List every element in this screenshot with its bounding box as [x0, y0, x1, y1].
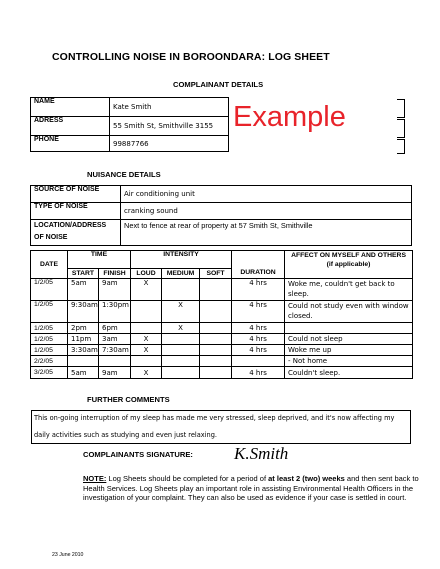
table-row — [31, 323, 413, 334]
bracket-mark — [397, 99, 405, 118]
row-finish: 1:30pm — [99, 301, 131, 323]
time-header: TIME — [68, 251, 131, 269]
location-label — [31, 220, 121, 246]
note-paragraph — [83, 474, 423, 503]
table-row — [31, 356, 413, 367]
comments-heading: FURTHER COMMENTS — [87, 395, 170, 404]
row-date: 1/2/05 — [31, 323, 68, 334]
row-soft-mark — [200, 345, 232, 356]
row-finish: 6pm — [99, 323, 131, 334]
nuisance-row-source — [31, 186, 412, 203]
row-duration: 4 hrs — [232, 367, 285, 379]
nuisance-table — [30, 185, 412, 246]
row-start: 3:30am — [68, 345, 99, 356]
row-finish — [99, 356, 131, 367]
complainant-row-address — [31, 117, 229, 136]
address-value: 55 Smith St, Smithville 3155 — [110, 117, 229, 136]
affect-header: AFFECT ON MYSELF AND OTHERS (if applicable) — [285, 251, 413, 279]
row-affect: - Not home — [285, 356, 413, 367]
row-affect: Woke me up — [285, 345, 413, 356]
row-start: 9:30am — [68, 301, 99, 323]
row-duration: 4 hrs — [232, 301, 285, 323]
row-soft-mark — [200, 367, 232, 379]
row-date: 1/2/05 — [31, 301, 68, 323]
comments-line-2: daily activities such as studying and even just relaxing. — [34, 431, 217, 439]
note-text-1: Log Sheets should be completed for a period of — [106, 474, 269, 483]
bracket-mark — [397, 119, 405, 138]
row-medium-mark — [162, 356, 200, 367]
row-soft-mark — [200, 323, 232, 334]
footer-date: 23 June 2010 — [52, 552, 84, 558]
row-date: 1/2/05 — [31, 279, 68, 301]
example-watermark: Example — [233, 101, 346, 133]
loud-header: LOUD — [131, 269, 162, 279]
noise-log-table — [30, 250, 413, 379]
row-finish: 9am — [99, 367, 131, 379]
intensity-header: INTENSITY — [131, 251, 232, 269]
row-soft-mark — [200, 279, 232, 301]
nuisance-row-type — [31, 203, 412, 220]
row-duration — [232, 356, 285, 367]
row-medium-mark — [162, 367, 200, 379]
type-label: TYPE OF NOISE — [31, 203, 121, 220]
table-row — [31, 367, 413, 379]
row-duration: 4 hrs — [232, 345, 285, 356]
row-date: 2/2/05 — [31, 356, 68, 367]
date-header: DATE — [31, 251, 68, 279]
row-date: 1/2/05 — [31, 334, 68, 345]
row-duration: 4 hrs — [232, 279, 285, 301]
address-label: ADRESS — [31, 117, 110, 136]
row-finish: 9am — [99, 279, 131, 301]
note-label: NOTE: — [83, 474, 107, 483]
row-finish: 3am — [99, 334, 131, 345]
row-medium-mark: X — [162, 323, 200, 334]
finish-header: FINISH — [99, 269, 131, 279]
row-loud-mark — [131, 356, 162, 367]
row-affect: Could not sleep — [285, 334, 413, 345]
row-duration: 4 hrs — [232, 334, 285, 345]
table-row — [31, 345, 413, 356]
complainant-row-phone — [31, 136, 229, 152]
row-loud-mark: X — [131, 367, 162, 379]
row-start: 11pm — [68, 334, 99, 345]
row-soft-mark — [200, 301, 232, 323]
soft-header: SOFT — [200, 269, 232, 279]
complainant-heading: COMPLAINANT DETAILS — [173, 80, 264, 89]
name-label: NAME — [31, 98, 110, 117]
row-finish: 7:30am — [99, 345, 131, 356]
location-label-line2: OF NOISE — [34, 234, 68, 241]
signature-name: K.Smith — [234, 444, 289, 463]
page-title: CONTROLLING NOISE IN BOROONDARA: LOG SHEET — [52, 51, 330, 63]
row-start: 2pm — [68, 323, 99, 334]
row-medium-mark — [162, 345, 200, 356]
duration-header: DURATION — [232, 251, 285, 279]
row-start: 5am — [68, 367, 99, 379]
log-header-row — [31, 251, 413, 269]
table-row — [31, 334, 413, 345]
signature-label: COMPLAINANTS SIGNATURE: — [83, 450, 193, 459]
row-medium-mark — [162, 279, 200, 301]
table-row — [31, 279, 413, 301]
row-start: 5am — [68, 279, 99, 301]
source-label: SOURCE OF NOISE — [31, 186, 121, 203]
comments-box — [31, 410, 411, 444]
note-text-2: and then sent back to Health Services. Log Sheets play an important role in assisting Environmental Health Officers in the investigation of your complaint. They can also be used as evidence if your case is settled in court. — [83, 474, 419, 502]
row-loud-mark: X — [131, 345, 162, 356]
row-affect: Could not study even with window closed. — [285, 301, 413, 323]
row-loud-mark: X — [131, 334, 162, 345]
source-value: Air conditioning unit — [121, 186, 412, 203]
row-loud-mark — [131, 323, 162, 334]
medium-header: MEDIUM — [162, 269, 200, 279]
complainant-row-name — [31, 98, 229, 117]
row-soft-mark — [200, 356, 232, 367]
phone-label: PHONE — [31, 136, 110, 152]
row-medium-mark: X — [162, 301, 200, 323]
location-label-line1: LOCATION/ADDRESS — [34, 222, 107, 229]
row-medium-mark — [162, 334, 200, 345]
start-header: START — [68, 269, 99, 279]
row-soft-mark — [200, 334, 232, 345]
row-affect: Woke me, couldn't get back to sleep. — [285, 279, 413, 301]
note-text-bold: at least 2 (two) weeks — [268, 474, 345, 483]
row-duration: 4 hrs — [232, 323, 285, 334]
type-value: cranking sound — [121, 203, 412, 220]
row-loud-mark — [131, 301, 162, 323]
table-row — [31, 301, 413, 323]
row-date: 1/2/05 — [31, 345, 68, 356]
row-affect: Couldn't sleep. — [285, 367, 413, 379]
name-value: Kate Smith — [110, 98, 229, 117]
location-value: Next to fence at rear of property at 57 Smith St, Smithville — [121, 220, 412, 246]
bracket-mark — [397, 139, 405, 154]
complainant-table — [30, 97, 229, 152]
row-loud-mark: X — [131, 279, 162, 301]
nuisance-heading: NUISANCE DETAILS — [87, 170, 161, 179]
nuisance-row-location — [31, 220, 412, 246]
comments-line-1: This on-going interruption of my sleep has made me very stressed, sleep deprived, and it's now affecting my — [34, 414, 395, 422]
row-start — [68, 356, 99, 367]
row-affect — [285, 323, 413, 334]
phone-value: 99887766 — [110, 136, 229, 152]
row-date: 3/2/05 — [31, 367, 68, 379]
